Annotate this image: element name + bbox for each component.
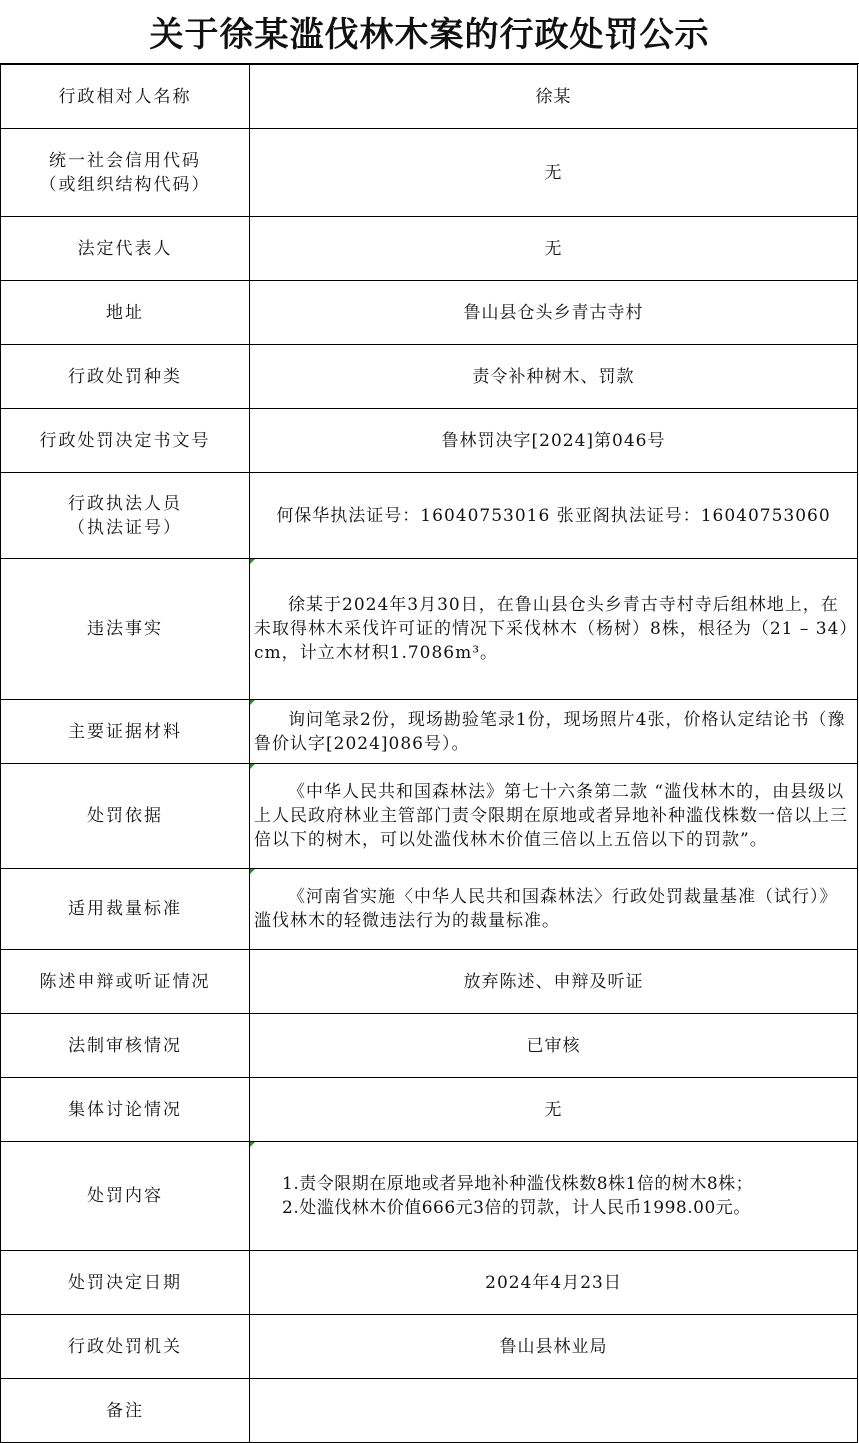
- row-value: [250, 1142, 858, 1251]
- penalty-item: 2.处滥伐林木价值666元3倍的罚款，计人民币1998.00元。: [282, 1198, 751, 1218]
- row-value: 无: [250, 217, 858, 281]
- row-label-line: （执法证号）: [68, 517, 182, 538]
- table-row: [1, 1142, 858, 1251]
- row-label: 违法事实: [1, 559, 250, 700]
- cell-marker: [250, 764, 255, 769]
- row-value: 鲁山县仓头乡青古寺村: [250, 281, 858, 345]
- row-label: 处罚内容: [1, 1142, 250, 1251]
- page-title: 关于徐某滥伐林木案的行政处罚公示: [0, 0, 859, 64]
- penalty-table: [0, 64, 858, 1443]
- table-row: [1, 473, 858, 559]
- row-label: 陈述申辩或听证情况: [1, 950, 250, 1014]
- row-value: 2024年4月23日: [250, 1251, 858, 1315]
- table-row: [1, 950, 858, 1014]
- table-row: [1, 1014, 858, 1078]
- row-value: 鲁林罚决字[2024]第046号: [250, 409, 858, 473]
- row-value-text: 询问笔录2份，现场勘验笔录1份，现场照片4张，价格认定结论书（豫鲁价认字[2024]086号）。: [254, 709, 846, 754]
- table-row: [1, 1315, 858, 1379]
- row-label-line: （或组织结构代码）: [39, 174, 211, 195]
- row-value: [250, 869, 858, 950]
- cell-marker: [250, 700, 255, 705]
- table-row: [1, 409, 858, 473]
- row-value: 无: [250, 1078, 858, 1142]
- table-row: [1, 559, 858, 700]
- penalty-item: 1.责令限期在原地或者异地补种滥伐株数8株1倍的树木8株；: [282, 1174, 754, 1194]
- row-value: 徐某: [250, 65, 858, 129]
- row-value: 何保华执法证号：16040753016 张亚阁执法证号：16040753060: [250, 473, 858, 559]
- row-label: 处罚决定日期: [1, 1251, 250, 1315]
- row-label: 行政相对人名称: [1, 65, 250, 129]
- row-value: [250, 764, 858, 869]
- row-value-text: 《河南省实施〈中华人民共和国森林法〉行政处罚裁量基准（试行）》滥伐林木的轻微违法行为的裁量标准。: [254, 887, 838, 931]
- cell-marker: [250, 1142, 255, 1147]
- row-value: 无: [250, 129, 858, 217]
- row-label: 法定代表人: [1, 217, 250, 281]
- row-value: 鲁山县林业局: [250, 1315, 858, 1379]
- row-value: [250, 559, 858, 700]
- row-label: [1, 473, 250, 559]
- row-label: 主要证据材料: [1, 700, 250, 764]
- row-label: 地址: [1, 281, 250, 345]
- row-label: [1, 129, 250, 217]
- row-label: 处罚依据: [1, 764, 250, 869]
- table-row: [1, 700, 858, 764]
- row-value: 放弃陈述、申辩及听证: [250, 950, 858, 1014]
- table-row: [1, 1078, 858, 1142]
- row-label-line: 行政执法人员: [68, 493, 182, 514]
- row-label-line: 统一社会信用代码: [49, 150, 201, 171]
- row-label: 备注: [1, 1379, 250, 1443]
- row-value: [250, 1379, 858, 1443]
- row-label: 行政处罚决定书文号: [1, 409, 250, 473]
- table-row: [1, 869, 858, 950]
- row-label: 行政处罚机关: [1, 1315, 250, 1379]
- table-row: [1, 129, 858, 217]
- row-label: 集体讨论情况: [1, 1078, 250, 1142]
- table-row: [1, 1379, 858, 1443]
- table-row: [1, 764, 858, 869]
- row-value: 已审核: [250, 1014, 858, 1078]
- cell-marker: [250, 559, 255, 564]
- cell-marker: [250, 869, 255, 874]
- table-row: [1, 281, 858, 345]
- row-value-text: 《中华人民共和国森林法》第七十六条第二款 “滥伐林木的，由县级以上人民政府林业主管部门责令限期在原地或者异地补种滥伐株数一倍以上三倍以下的树木，可以处滥伐林木价值三倍以上五倍以下的罚款”。: [254, 782, 848, 850]
- row-value: 责令补种树木、罚款: [250, 345, 858, 409]
- table-row: [1, 217, 858, 281]
- table-row: [1, 1251, 858, 1315]
- table-row: [1, 345, 858, 409]
- row-label: 适用裁量标准: [1, 869, 250, 950]
- row-label: 法制审核情况: [1, 1014, 250, 1078]
- row-value: [250, 700, 858, 764]
- row-value-text: 徐某于2024年3月30日，在鲁山县仓头乡青古寺村寺后组林地上，在未取得林木采伐许可证的情况下采伐林木（杨树）8株，根径为（21 – 34）cm，计立木材积1.7086m³。: [254, 595, 849, 663]
- table-row: [1, 65, 858, 129]
- row-label: 行政处罚种类: [1, 345, 250, 409]
